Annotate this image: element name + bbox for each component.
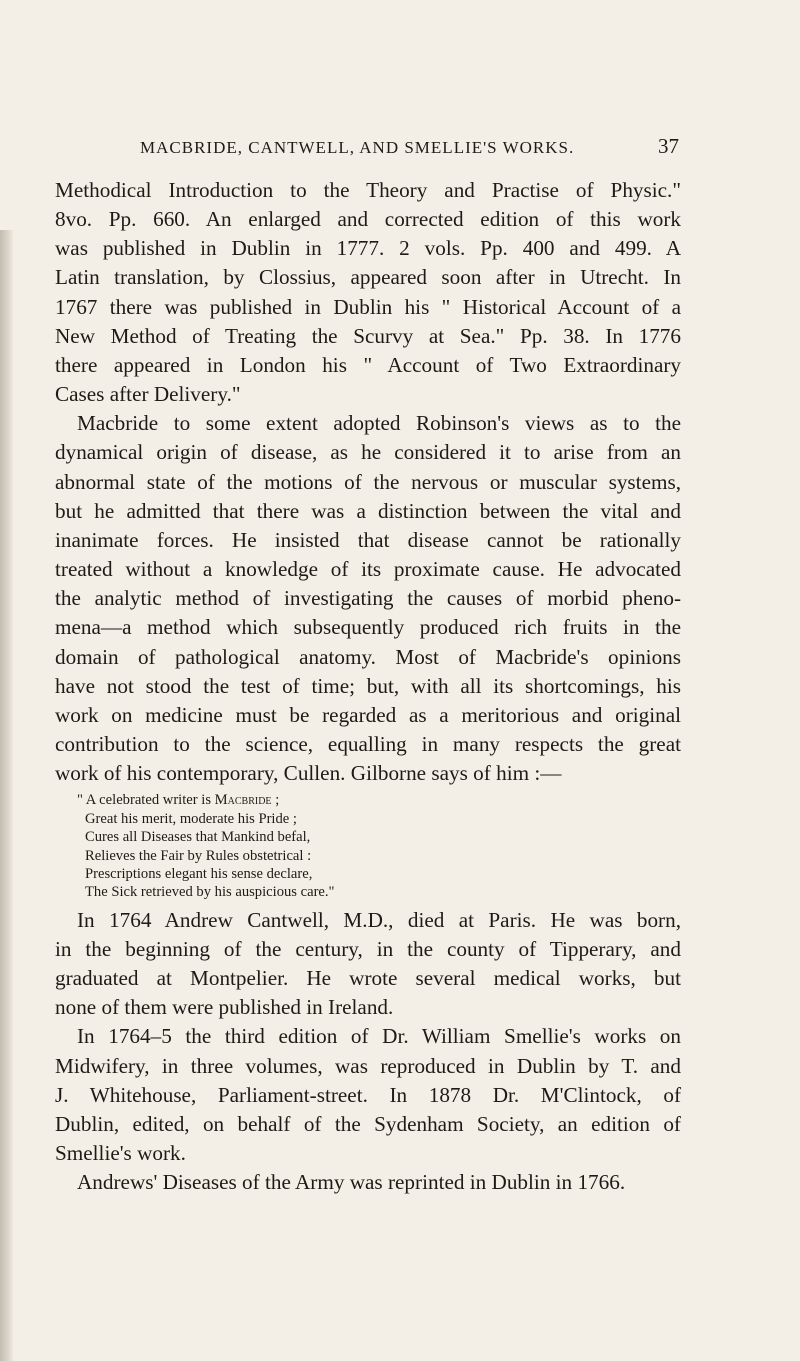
verse-line: Great his merit, moderate his Pride ; [85,810,297,827]
verse-text: " A celebrated writer is [77,792,215,809]
text-line: have not stood the test of time; but, with all its shortcomings, his [55,673,681,698]
binding-shadow [0,230,14,1361]
text-line: Dublin, edited, on behalf of the Sydenham Society, an edition of [55,1111,681,1136]
text-line: 1767 there was published in Dublin his " Historical Account of a [55,294,681,319]
verse-line: The Sick retrieved by his auspicious care." [85,884,335,901]
verse-quotation [55,791,681,901]
text-line: there appeared in London his " Account of Two Extraordinary [55,352,681,377]
verse-line: Relieves the Fair by Rules obstetrical : [85,847,312,864]
running-header [140,134,680,158]
text-line: domain of pathological anatomy. Most of Macbride's opinions [55,644,681,669]
text-line: treated without a knowledge of its proximate cause. He advocated [55,557,681,582]
text-line: Andrews' Diseases of the Army was reprinted in Dublin in 1766. [77,1170,626,1195]
text-line: none of them were published in Ireland. [55,995,394,1020]
text-line: graduated at Montpelier. He wrote several medical works, but [55,966,681,991]
text-line: New Method of Treating the Scurvy at Sea." Pp. 38. In 1776 [55,323,681,348]
text-line: In 1764 Andrew Cantwell, M.D., died at Paris. He was born, [77,907,681,932]
running-title: MACBRIDE, CANTWELL, AND SMELLIE'S WORKS. [140,138,575,157]
text-line: Smellie's work. [55,1140,186,1165]
text-line: work of his contemporary, Cullen. Gilborne says of him :— [55,761,562,786]
text-line: in the beginning of the century, in the county of Tipperary, and [55,936,681,961]
text-line: J. Whitehouse, Parliament-street. In 1878 Dr. M'Clintock, of [55,1082,681,1107]
text-line: the analytic method of investigating the causes of morbid pheno- [55,586,681,611]
text-line: contribution to the science, equalling in many respects the great [55,731,681,756]
paragraph-1 [55,176,681,409]
text-line: work on medicine must be regarded as a meritorious and original [55,702,681,727]
text-line: Midwifery, in three volumes, was reproduced in Dublin by T. and [55,1053,681,1078]
text-line: 8vo. Pp. 660. An enlarged and corrected edition of this work [55,207,681,232]
verse-line [77,791,681,809]
text-line: inanimate forces. He insisted that disease cannot be rationally [55,527,681,552]
verse-text: ; [271,792,280,809]
paragraph-2 [55,409,681,788]
text-line: mena—a method which subsequently produced rich fruits in the [55,615,681,640]
verse-line: Prescriptions elegant his sense declare, [85,865,313,882]
paragraph-4 [55,1022,681,1168]
text-line: In 1764–5 the third edition of Dr. William Smellie's works on [77,1024,681,1049]
verse-line: Cures all Diseases that Mankind befal, [85,829,311,846]
text-line: Latin translation, by Clossius, appeared soon after in Utrecht. In [55,265,681,290]
text-line: Macbride to some extent adopted Robinson's views as to the [77,411,681,436]
text-line: was published in Dublin in 1777. 2 vols. Pp. 400 and 499. A [55,236,681,261]
text-line: Cases after Delivery." [55,382,241,407]
page-number: 37 [658,134,679,158]
text-line: abnormal state of the motions of the nervous or muscular systems, [55,469,681,494]
text-line: Methodical Introduction to the Theory and Practise of Physic." [55,178,681,202]
text-line: dynamical origin of disease, as he considered it to arise from an [55,440,681,465]
verse-name: Macbride [214,792,272,809]
text-line: but he admitted that there was a distinction between the vital and [55,498,681,523]
paragraph-5 [55,1168,681,1197]
paragraph-3 [55,906,681,1023]
page-body [55,176,681,1197]
